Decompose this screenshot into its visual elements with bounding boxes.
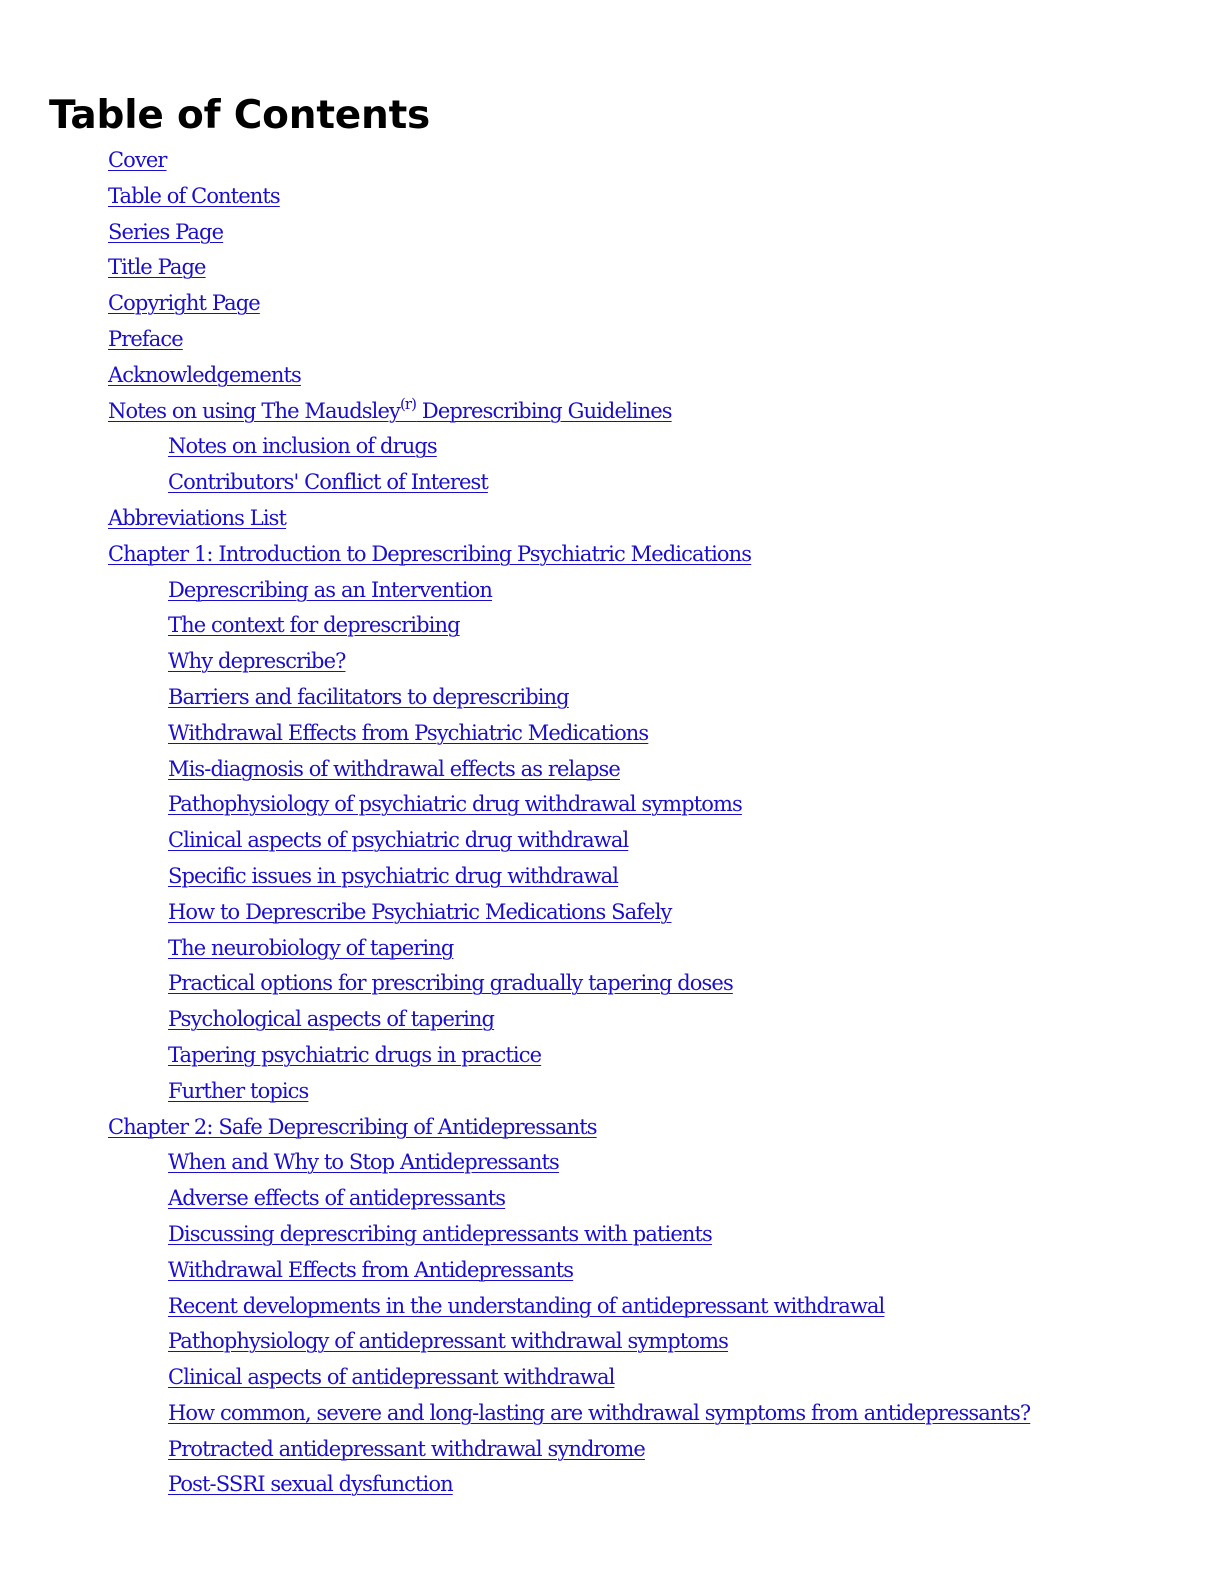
toc-item	[0, 357, 1030, 393]
toc-link[interactable]	[168, 1043, 541, 1067]
toc-link[interactable]	[108, 542, 751, 566]
toc-item	[0, 1073, 1030, 1109]
toc-link[interactable]	[108, 184, 280, 208]
page-title: Table of Contents	[49, 93, 431, 138]
toc-link-label: Mis-diagnosis of withdrawal effects as relapse	[168, 756, 620, 781]
toc-link-label: When and Why to Stop Antidepressants	[168, 1150, 559, 1175]
toc-link-label: Psychological aspects of tapering	[168, 1007, 495, 1032]
toc-item	[0, 321, 1030, 357]
toc-item	[0, 1180, 1030, 1216]
toc-link-label: Deprescribing as an Intervention	[168, 577, 493, 602]
toc-link-label: Practical options for prescribing gradually tapering doses	[168, 971, 733, 996]
toc-link-label: Cover	[108, 148, 167, 172]
toc-item	[0, 428, 1030, 464]
toc-link[interactable]	[168, 470, 488, 494]
toc-link-label: Title Page	[108, 255, 206, 280]
toc-item	[0, 178, 1030, 214]
toc-item	[0, 1252, 1030, 1288]
toc-item	[0, 1431, 1030, 1467]
toc-link-label: The neurobiology of tapering	[168, 935, 454, 960]
toc-link[interactable]	[168, 613, 460, 637]
toc-link[interactable]	[108, 506, 286, 530]
toc-link-label: Notes on using The Maudsley	[108, 398, 400, 423]
toc-link-label: Abbreviations List	[108, 505, 287, 530]
toc-link-label: The context for deprescribing	[168, 613, 460, 638]
toc-link-label: Chapter 2: Safe Deprescribing of Antidepressants	[108, 1114, 597, 1139]
toc-link-label: How to Deprescribe Psychiatric Medications Safely	[168, 899, 672, 924]
toc-link[interactable]	[168, 1079, 308, 1103]
toc-item	[0, 572, 1030, 608]
toc-link[interactable]	[168, 1007, 494, 1031]
toc-link[interactable]	[168, 578, 492, 602]
toc-link-label: Notes on inclusion of drugs	[168, 434, 437, 459]
toc-item	[0, 930, 1030, 966]
toc-item	[0, 858, 1030, 894]
toc-link-label: Copyright Page	[108, 291, 260, 316]
toc-item	[0, 822, 1030, 858]
toc-link[interactable]	[108, 1115, 597, 1139]
toc-item	[0, 643, 1030, 679]
toc-link-label: Table of Contents	[108, 183, 280, 208]
toc-link[interactable]	[168, 936, 453, 960]
toc-item	[0, 1109, 1030, 1145]
toc-link[interactable]	[168, 1294, 884, 1318]
toc-item	[0, 214, 1030, 250]
toc-item	[0, 786, 1030, 822]
toc-link-label: Pathophysiology of antidepressant withdrawal symptoms	[168, 1329, 729, 1354]
toc-link-label: Chapter 1: Introduction to Deprescribing Psychiatric Medications	[108, 541, 752, 566]
toc-link[interactable]	[168, 1258, 573, 1282]
toc-link[interactable]	[108, 327, 183, 351]
toc-link-label: Contributors' Conflict of Interest	[168, 470, 488, 495]
toc-link[interactable]	[168, 828, 628, 852]
toc-link[interactable]	[168, 1472, 453, 1496]
toc-item	[0, 536, 1030, 572]
toc-item	[0, 715, 1030, 751]
toc-item	[0, 679, 1030, 715]
toc-link[interactable]	[168, 1186, 505, 1210]
toc-link-label: Specific issues in psychiatric drug withdrawal	[168, 863, 619, 888]
toc-item	[0, 1359, 1030, 1395]
toc-link-label: How common, severe and long-lasting are withdrawal symptoms from antidepressants?	[168, 1400, 1031, 1425]
toc-link-label: Barriers and facilitators to deprescribing	[168, 684, 569, 709]
toc-link-label: Pathophysiology of psychiatric drug withdrawal symptoms	[168, 792, 742, 817]
toc-link[interactable]	[168, 864, 618, 888]
toc-item	[0, 285, 1030, 321]
toc-item	[0, 965, 1030, 1001]
toc-link[interactable]	[108, 220, 223, 244]
toc-link[interactable]	[168, 1401, 1030, 1425]
toc-item	[0, 751, 1030, 787]
toc-link-label: Clinical aspects of antidepressant withdrawal	[168, 1365, 615, 1390]
toc-item	[0, 249, 1030, 285]
toc-item	[0, 1144, 1030, 1180]
toc-link[interactable]	[168, 900, 671, 924]
toc-item	[0, 1001, 1030, 1037]
toc-link[interactable]	[168, 1150, 559, 1174]
toc-item	[0, 1288, 1030, 1324]
toc-link-label: Protracted antidepressant withdrawal syndrome	[168, 1436, 645, 1461]
toc-link-label: Post-SSRI sexual dysfunction	[168, 1472, 453, 1497]
toc-link[interactable]	[108, 148, 167, 172]
toc-link[interactable]	[168, 721, 648, 745]
toc-link[interactable]	[168, 971, 733, 995]
toc-link-label: Further topics	[168, 1078, 309, 1103]
toc-link-label-continued: Deprescribing Guidelines	[416, 398, 672, 423]
toc-link-label: Series Page	[108, 219, 224, 244]
toc-link[interactable]	[108, 291, 260, 315]
toc-link[interactable]	[168, 1437, 645, 1461]
toc-link-label: Withdrawal Effects from Antidepressants	[168, 1257, 574, 1282]
toc-link-label: Clinical aspects of psychiatric drug withdrawal	[168, 828, 629, 853]
toc-link-superscript: (r)	[399, 394, 417, 413]
toc-list	[0, 142, 1030, 1502]
toc-link[interactable]	[168, 685, 569, 709]
toc-item	[0, 1037, 1030, 1073]
toc-link-label: Recent developments in the understanding of antidepressant withdrawal	[168, 1293, 885, 1318]
toc-item	[0, 142, 1030, 178]
toc-link[interactable]	[168, 1329, 728, 1353]
toc-item	[0, 500, 1030, 536]
toc-link-label: Discussing deprescribing antidepressants with patients	[168, 1221, 712, 1246]
toc-link-label: Withdrawal Effects from Psychiatric Medications	[168, 720, 649, 745]
toc-item	[0, 464, 1030, 500]
toc-item	[0, 1466, 1030, 1502]
toc-link[interactable]	[168, 757, 620, 781]
toc-item	[0, 1323, 1030, 1359]
toc-item	[0, 607, 1030, 643]
toc-link[interactable]	[108, 394, 672, 423]
toc-link-label: Why deprescribe?	[168, 649, 346, 674]
toc-item	[0, 1395, 1030, 1431]
toc-item	[0, 894, 1030, 930]
toc-link-label: Preface	[108, 326, 183, 351]
toc-link-label: Tapering psychiatric drugs in practice	[168, 1042, 542, 1067]
toc-item	[0, 1216, 1030, 1252]
toc-link[interactable]	[168, 649, 345, 673]
toc-link[interactable]	[168, 1222, 712, 1246]
toc-link-label: Acknowledgements	[108, 362, 301, 387]
toc-link[interactable]	[168, 1365, 614, 1389]
toc-link[interactable]	[108, 255, 206, 279]
toc-item	[0, 393, 1030, 429]
toc-link[interactable]	[108, 363, 301, 387]
toc-link[interactable]	[168, 434, 437, 458]
toc-link-label: Adverse effects of antidepressants	[168, 1186, 506, 1211]
toc-link[interactable]	[168, 792, 742, 816]
